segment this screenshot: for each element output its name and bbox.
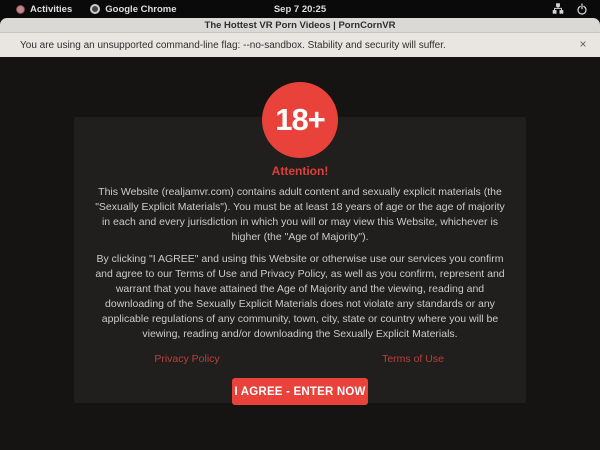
- age-18-badge: [262, 82, 338, 158]
- system-bar-left: [0, 0, 183, 18]
- activities-label: Activities: [30, 3, 73, 15]
- modal-heading: Attention!: [271, 164, 329, 178]
- disclaimer-paragraph-2: By clicking "I AGREE" and using this Website or otherwise use our services you confirm and agree to our Terms of Use and Privacy Policy, as well as you confirm, represent and warrant that you have attained the Age of Majority and the viewing, reading and downloading of the Sexually Explicit Materials does not violate any standards or any applicable regulations of any community, town, city, state or country where you will be viewing, reading and/or downloading the Sexually Explicit Materials.: [95, 253, 505, 340]
- age-badge-text: 18+: [275, 102, 325, 137]
- infobar-message: You are using an unsupported command-line flag: --no-sandbox. Stability and security will suffer.: [20, 39, 446, 51]
- age-verification-modal: [74, 117, 526, 403]
- activities-button[interactable]: [10, 0, 78, 18]
- modal-links-row: [74, 353, 526, 365]
- sandbox-warning-infobar: [0, 32, 600, 57]
- focused-app-menu[interactable]: [84, 0, 182, 18]
- chrome-app-icon: [90, 4, 100, 14]
- system-bar: [0, 0, 600, 18]
- window-title: The Hottest VR Porn Videos | PornCornVR: [204, 19, 396, 31]
- power-icon[interactable]: [576, 3, 588, 16]
- activities-indicator-icon: [16, 5, 25, 14]
- agree-enter-button[interactable]: I AGREE - ENTER NOW: [232, 378, 368, 405]
- privacy-policy-link[interactable]: Privacy Policy: [154, 353, 220, 365]
- network-icon[interactable]: [552, 3, 564, 15]
- focused-app-label: Google Chrome: [105, 3, 177, 15]
- infobar-close-icon[interactable]: ×: [579, 37, 587, 51]
- disclaimer-paragraph-1: This Website (realjamvr.com) contains adult content and sexually explicit materials (the "Sexually Explicit Materials"). You must be at least 18 years of age or the age of majority in each and every jurisdiction in which you will or may view this Website, whichever is higher (the "Age of Majority").: [95, 186, 505, 243]
- system-tray: [552, 3, 600, 16]
- page-content: [0, 57, 600, 450]
- window-title-bar[interactable]: [0, 18, 600, 32]
- terms-of-use-link[interactable]: Terms of Use: [382, 353, 444, 365]
- clock[interactable]: Sep 7 20:25: [273, 3, 327, 15]
